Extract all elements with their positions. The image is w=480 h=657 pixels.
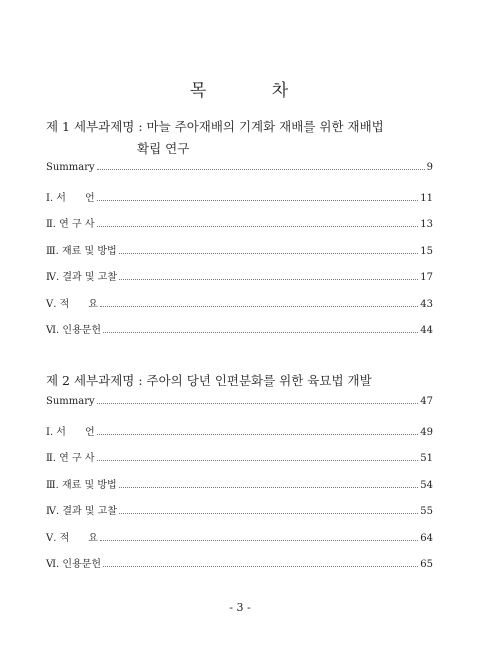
section-1-heading-line1: 제 1 세부과제명 : 마늘 주아재배의 기계화 재배를 위한 재배법 bbox=[46, 119, 384, 134]
toc-entry[interactable] bbox=[46, 321, 433, 348]
page-title bbox=[0, 76, 480, 101]
toc-entry-page: 13 bbox=[420, 219, 433, 230]
toc-entry[interactable] bbox=[46, 449, 433, 476]
section-2-toc bbox=[46, 396, 433, 582]
dot-leader bbox=[119, 246, 419, 254]
page-number: - 3 - bbox=[229, 601, 251, 614]
toc-entry-page: 65 bbox=[420, 559, 433, 570]
dot-leader bbox=[97, 427, 419, 435]
toc-entry[interactable] bbox=[46, 268, 433, 295]
dot-leader bbox=[119, 272, 418, 280]
toc-entry-page: 15 bbox=[420, 245, 433, 257]
toc-entry-page: 64 bbox=[420, 532, 433, 544]
toc-entry-page: 17 bbox=[420, 272, 433, 283]
dot-leader bbox=[97, 396, 419, 404]
toc-entry-label: Ⅵ. 인용문헌 bbox=[46, 559, 102, 570]
dot-leader bbox=[97, 453, 419, 461]
dot-leader bbox=[103, 559, 418, 567]
toc-entry[interactable] bbox=[46, 502, 433, 529]
dot-leader bbox=[119, 480, 419, 488]
toc-entry-label: Ⅱ. 연 구 사 bbox=[46, 219, 95, 230]
dot-leader bbox=[100, 533, 418, 541]
section-1-heading-line2: 확립 연구 bbox=[137, 141, 190, 156]
toc-entry[interactable] bbox=[46, 189, 433, 216]
section-1-toc bbox=[46, 162, 433, 348]
title-part-2: 차 bbox=[271, 81, 291, 101]
toc-entry[interactable] bbox=[46, 162, 433, 189]
toc-entry[interactable] bbox=[46, 529, 433, 556]
toc-entry-label: Ⅴ. 적 요 bbox=[46, 298, 98, 310]
section-2-heading bbox=[46, 370, 372, 392]
toc-entry-label: Ⅲ. 재료 및 방법 bbox=[46, 245, 117, 257]
dot-leader bbox=[119, 506, 418, 514]
dot-leader bbox=[100, 299, 418, 307]
toc-entry-page: 54 bbox=[420, 479, 433, 491]
toc-entry-page: 55 bbox=[420, 506, 433, 517]
toc-entry-label: Ⅳ. 결과 및 고찰 bbox=[46, 272, 118, 283]
toc-entry-label: Summary bbox=[46, 396, 95, 407]
toc-entry[interactable] bbox=[46, 295, 433, 322]
section-2-heading-line1: 제 2 세부과제명 : 주아의 당년 인편분화를 위한 육묘법 개발 bbox=[46, 373, 372, 388]
toc-entry-label: Ⅲ. 재료 및 방법 bbox=[46, 479, 117, 491]
toc-entry[interactable] bbox=[46, 423, 433, 450]
toc-entry-page: 51 bbox=[420, 453, 433, 464]
toc-entry-label: Ⅱ. 연 구 사 bbox=[46, 453, 95, 464]
toc-entry-label: Ⅳ. 결과 및 고찰 bbox=[46, 506, 118, 517]
title-part-1: 목 bbox=[189, 81, 209, 101]
toc-entry-label: Ⅰ. 서 언 bbox=[46, 192, 95, 204]
toc-entry-label: Ⅵ. 인용문헌 bbox=[46, 325, 102, 336]
toc-entry[interactable] bbox=[46, 476, 433, 503]
toc-entry[interactable] bbox=[46, 242, 433, 269]
toc-entry-label: Ⅴ. 적 요 bbox=[46, 532, 98, 544]
toc-entry-page: 49 bbox=[420, 426, 433, 438]
toc-entry[interactable] bbox=[46, 555, 433, 582]
toc-entry-page: 9 bbox=[426, 162, 433, 173]
toc-entry[interactable] bbox=[46, 215, 433, 242]
toc-entry-page: 44 bbox=[420, 325, 433, 336]
toc-entry-page: 47 bbox=[420, 396, 433, 407]
toc-entry[interactable] bbox=[46, 396, 433, 423]
dot-leader bbox=[97, 219, 419, 227]
toc-entry-label: Summary bbox=[46, 162, 95, 173]
toc-entry-label: Ⅰ. 서 언 bbox=[46, 426, 95, 438]
dot-leader bbox=[97, 162, 425, 170]
section-1-heading bbox=[46, 116, 384, 160]
dot-leader bbox=[97, 193, 419, 201]
dot-leader bbox=[103, 325, 418, 333]
toc-entry-page: 43 bbox=[420, 298, 433, 310]
toc-entry-page: 11 bbox=[420, 192, 433, 204]
